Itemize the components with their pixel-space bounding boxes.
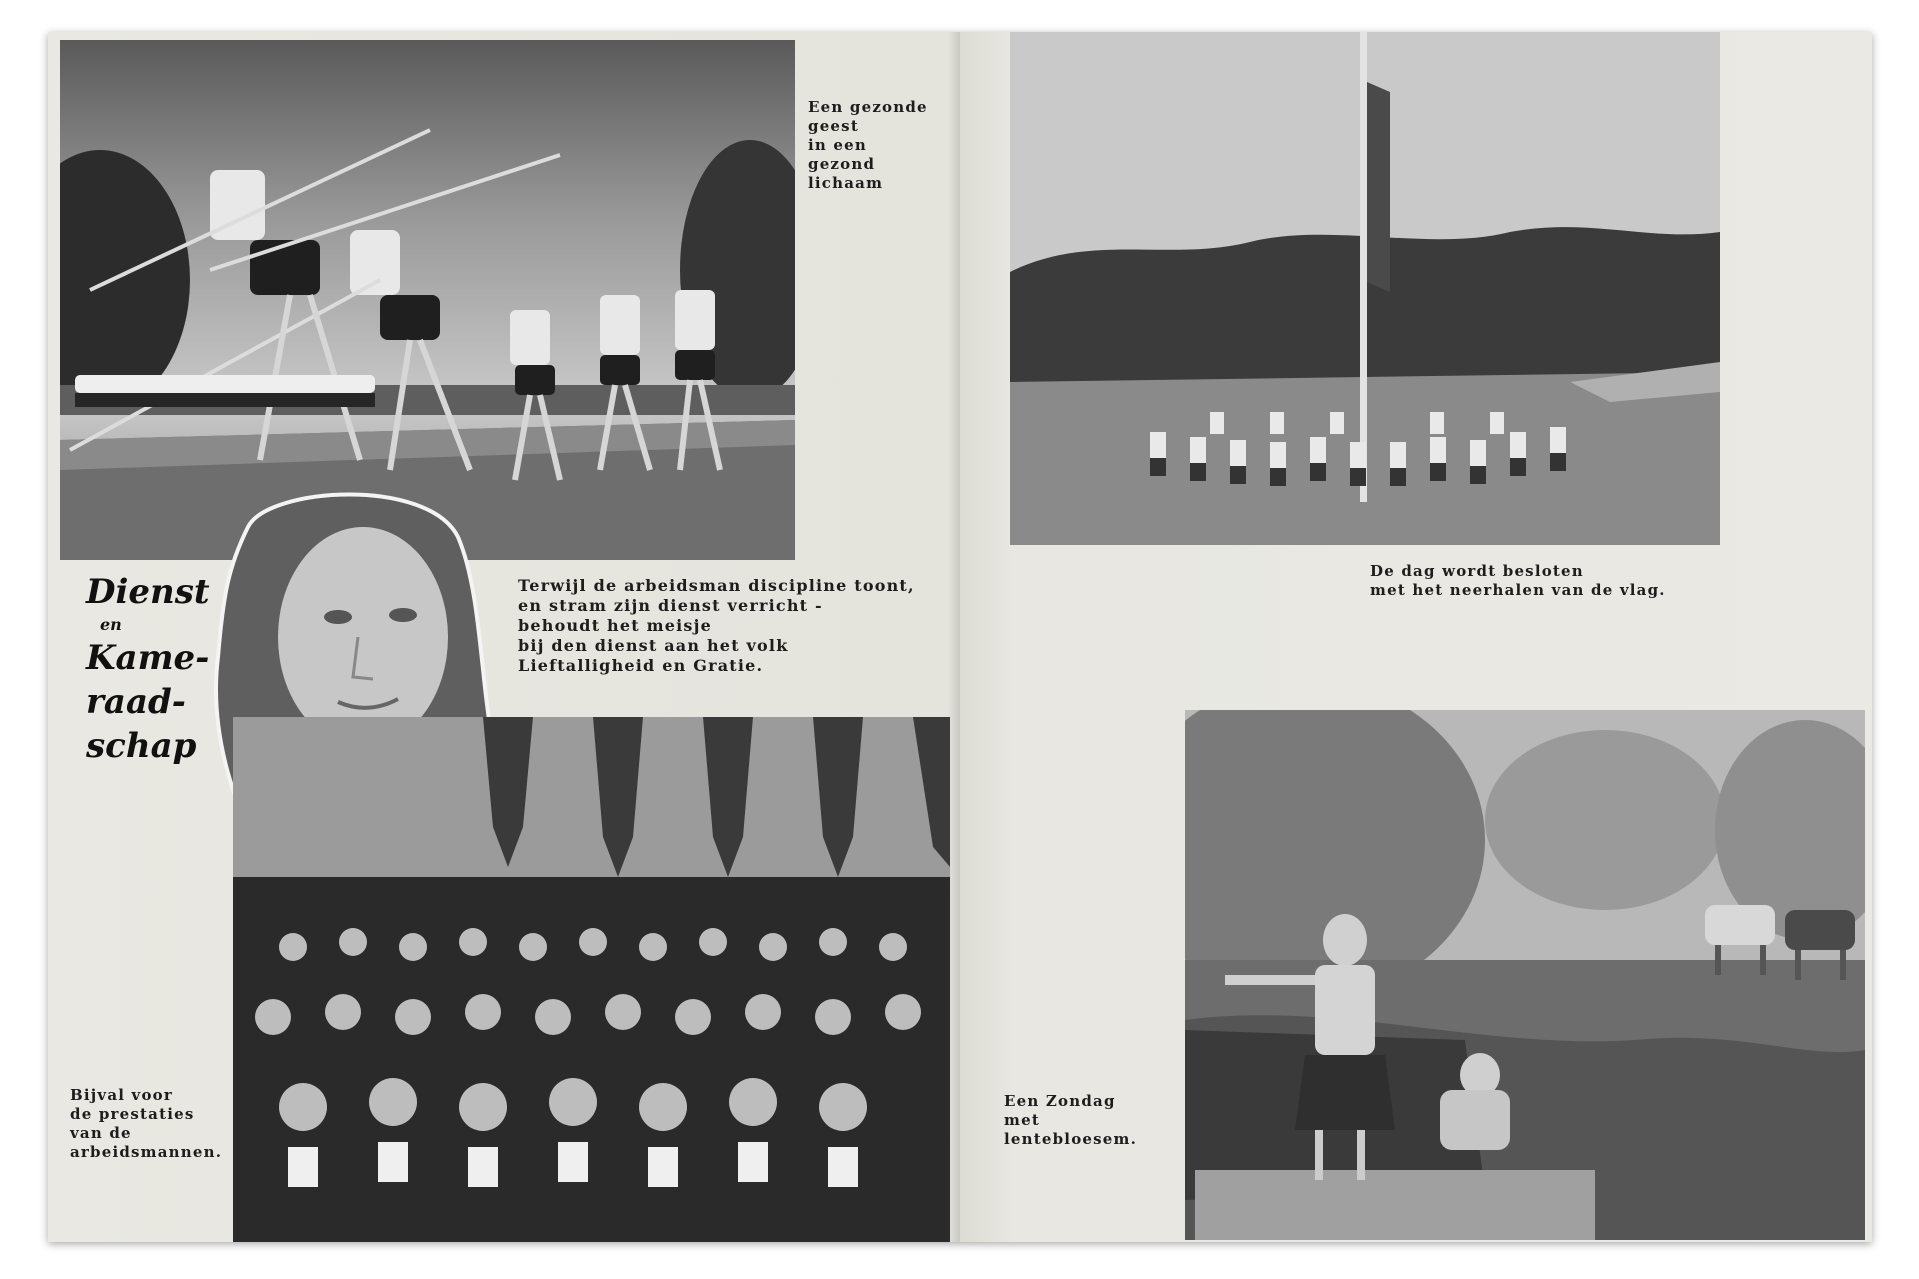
title-line-kame: Kame-: [86, 638, 210, 678]
title-line-dienst: Dienst: [86, 572, 210, 612]
magazine-spread: [48, 32, 1872, 1242]
title-line-schap: schap: [86, 726, 197, 766]
caption-flag-lowering: De dag wordt besloten met het neerhalen van de vlag.: [1370, 562, 1666, 599]
caption-sunday-blossom: Een Zondag met lentebloesem.: [1004, 1092, 1138, 1148]
audience-photo: [233, 717, 950, 1242]
spring-blossom-photo: [1185, 710, 1865, 1240]
caption-healthy-mind: Een gezonde geest in een gezond lichaam: [808, 98, 928, 192]
javelin-photo: [60, 40, 795, 560]
title-line-raad: raad-: [86, 682, 186, 722]
caption-discipline: Terwijl de arbeidsman discipline toont, en stram zijn dienst verricht - behoudt het meisje bij den dienst aan het volk Lieftalligheid en Gratie.: [518, 576, 915, 675]
article-title: [86, 570, 210, 768]
caption-applause: Bijval voor de prestaties van de arbeidsmannen.: [70, 1086, 223, 1161]
title-line-en: en: [100, 615, 122, 634]
flag-ceremony-photo: [1010, 32, 1720, 545]
left-page: [48, 32, 960, 1242]
right-page: [960, 32, 1872, 1242]
